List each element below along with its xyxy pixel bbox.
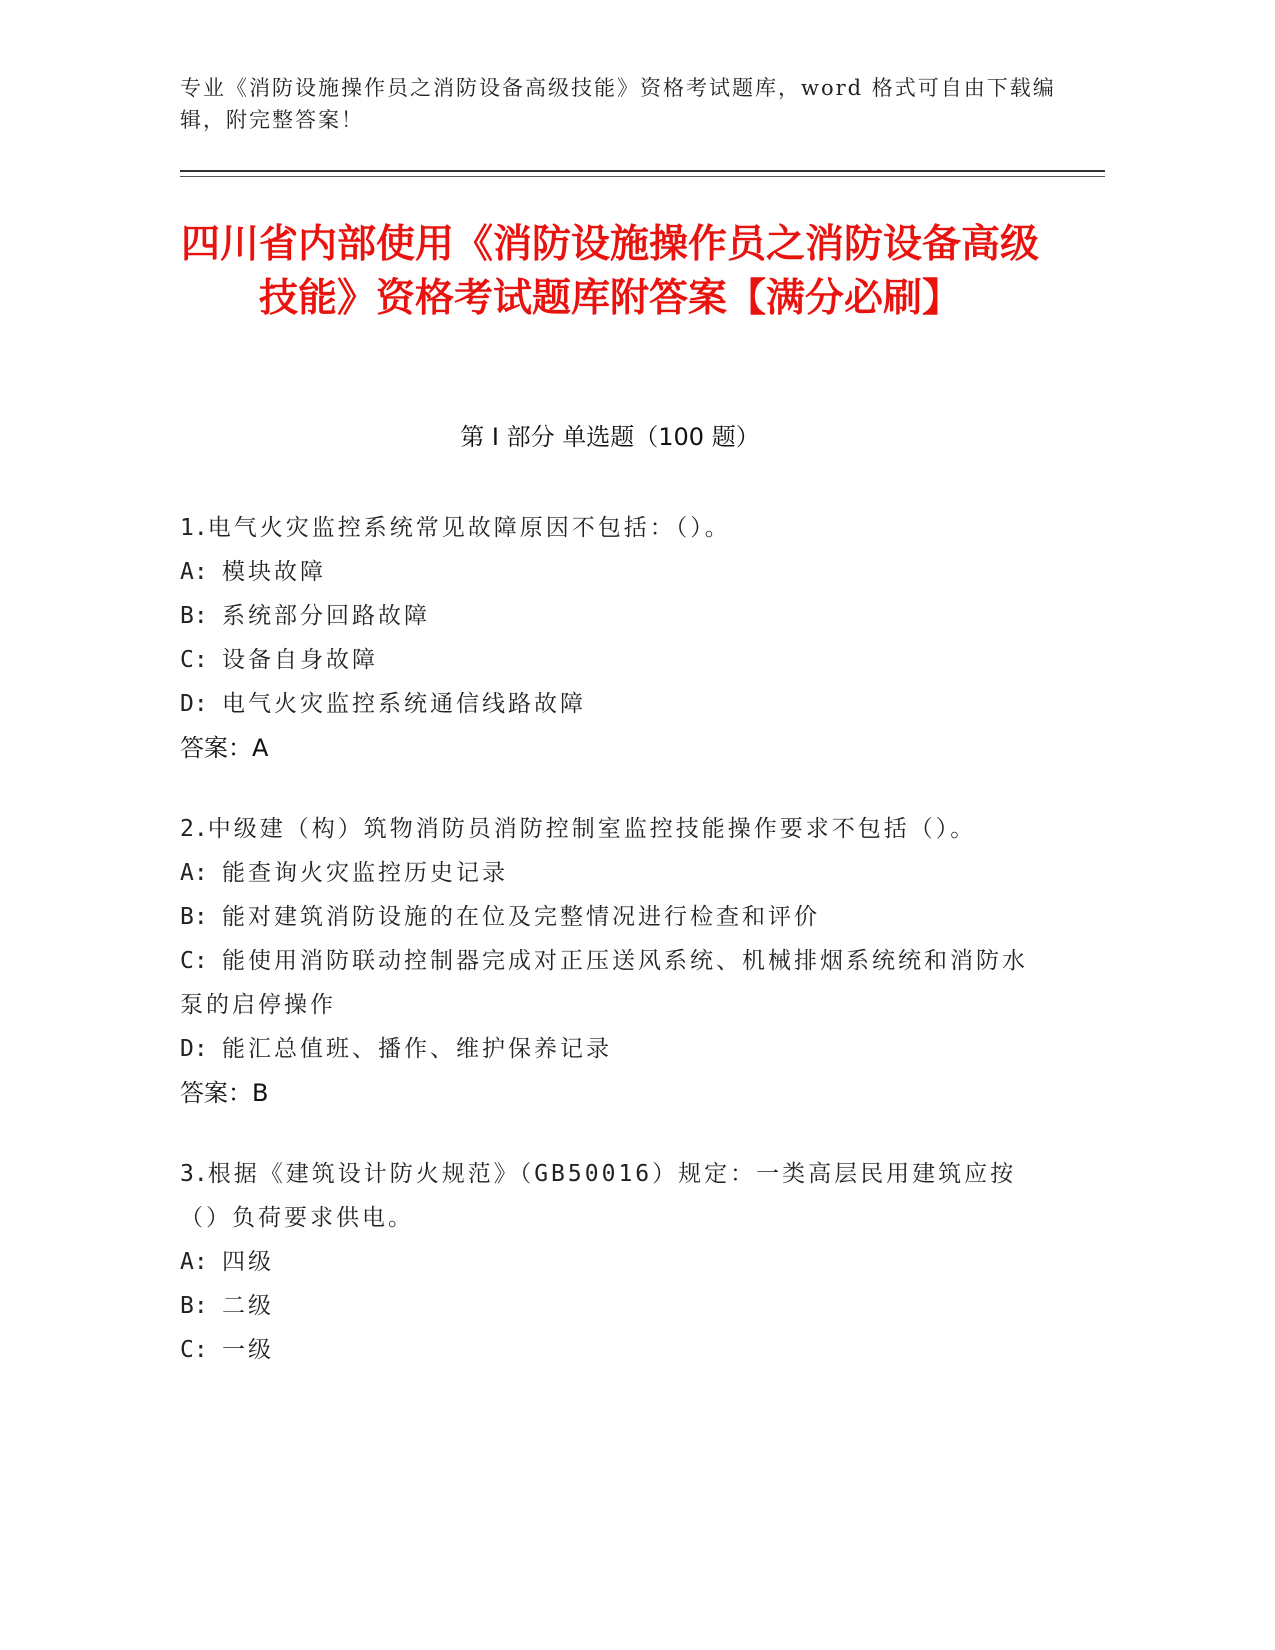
option-text: 设备自身故障	[222, 647, 378, 673]
option-letter: B:	[180, 1293, 208, 1319]
question-list	[180, 506, 1040, 1409]
option-d	[180, 682, 1040, 726]
option-letter: C:	[180, 647, 208, 673]
option-c	[180, 1328, 1040, 1372]
option-text: 能查询火灾监控历史记录	[222, 860, 508, 886]
option-b	[180, 1284, 1040, 1328]
option-text: 模块故障	[222, 559, 326, 585]
option-text: 能汇总值班、播作、维护保养记录	[222, 1036, 612, 1062]
question-text: 根据《建筑设计防火规范》（GB50016）规定：一类高层民用建筑应按（）负荷要求供电。	[180, 1161, 1017, 1231]
option-text: 电气火灾监控系统通信线路故障	[222, 691, 586, 717]
answer-line: 答案：A	[180, 734, 269, 762]
option-letter: D:	[180, 691, 208, 717]
option-letter: D:	[180, 1036, 208, 1062]
option-text: 能对建筑消防设施的在位及完整情况进行检查和评价	[222, 904, 820, 930]
option-letter: B:	[180, 603, 208, 629]
option-a	[180, 1240, 1040, 1284]
option-b	[180, 594, 1040, 638]
question-text: 电气火灾监控系统常见故障原因不包括：（）。	[207, 515, 731, 541]
question-number: 2.	[180, 816, 208, 842]
option-b	[180, 895, 1040, 939]
option-c	[180, 939, 1040, 1027]
option-text: 系统部分回路故障	[222, 603, 430, 629]
option-d	[180, 1027, 1040, 1071]
question-item	[180, 807, 1040, 1115]
question-stem	[180, 1152, 1040, 1240]
option-a	[180, 550, 1040, 594]
question-number: 1.	[180, 515, 208, 541]
option-letter: A:	[180, 559, 208, 585]
option-text: 二级	[222, 1293, 274, 1319]
option-text: 一级	[222, 1337, 274, 1363]
option-a	[180, 851, 1040, 895]
header-rule-thick	[180, 170, 1105, 172]
answer-line: 答案：B	[180, 1079, 269, 1107]
option-letter: C:	[180, 1337, 208, 1363]
header-rule-thin	[180, 176, 1105, 177]
option-c	[180, 638, 1040, 682]
option-letter: A:	[180, 1249, 208, 1275]
question-item	[180, 1152, 1040, 1372]
question-item	[180, 506, 1040, 770]
question-number: 3.	[180, 1161, 208, 1187]
option-letter: B:	[180, 904, 208, 930]
option-letter: A:	[180, 860, 208, 886]
option-letter: C:	[180, 948, 208, 974]
option-text: 四级	[222, 1249, 274, 1275]
document-title: 四川省内部使用《消防设施操作员之消防设备高级技能》资格考试题库附答案【满分必刷】	[180, 222, 1039, 321]
section-title: 第 I 部分 单选题（100 题）	[460, 423, 760, 451]
question-stem	[180, 506, 1040, 550]
header-note: 专业《消防设施操作员之消防设备高级技能》资格考试题库，word 格式可自由下载编辑，附完整答案！	[180, 76, 1056, 132]
option-text: 能使用消防联动控制器完成对正压送风系统、机械排烟系统统和消防水泵的启停操作	[180, 948, 1028, 1018]
question-text: 中级建（构）筑物消防员消防控制室监控技能操作要求不包括（）。	[207, 816, 977, 842]
question-stem	[180, 807, 1040, 851]
